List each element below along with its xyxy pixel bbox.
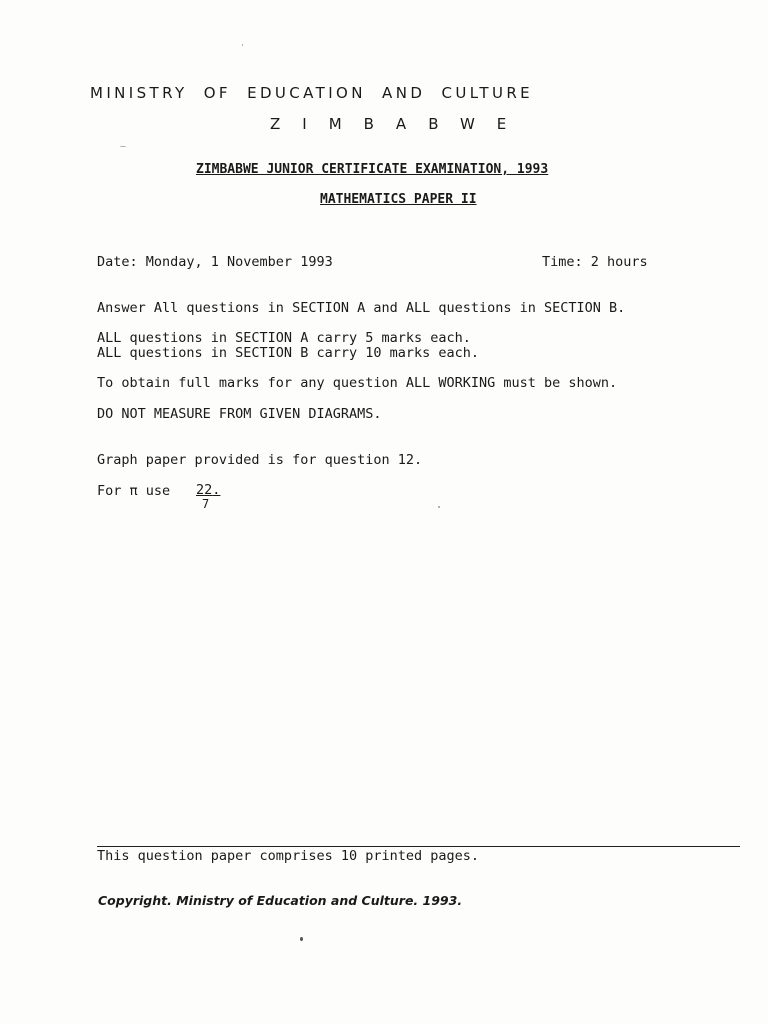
paper-title: MATHEMATICS PAPER II bbox=[320, 192, 477, 207]
exam-duration: Time: 2 hours bbox=[542, 254, 648, 270]
exam-date: Date: Monday, 1 November 1993 bbox=[97, 254, 333, 270]
page-count-note: This question paper comprises 10 printed pages. bbox=[97, 848, 480, 864]
scan-speck bbox=[300, 937, 303, 941]
ministry-heading: MINISTRY OF EDUCATION AND CULTURE bbox=[90, 84, 534, 102]
copyright-notice: Copyright. Ministry of Education and Culture. 1993. bbox=[98, 893, 463, 908]
instruction-no-measure: DO NOT MEASURE FROM GIVEN DIAGRAMS. bbox=[97, 406, 382, 422]
pi-numerator: 22. bbox=[196, 482, 221, 498]
instruction-section-b-marks: ALL questions in SECTION B carry 10 marks each. bbox=[97, 345, 480, 361]
country-heading: ZIMBABWE bbox=[270, 115, 529, 133]
exam-title: ZIMBABWE JUNIOR CERTIFICATE EXAMINATION, 1993 bbox=[196, 162, 549, 177]
scan-speck bbox=[438, 506, 440, 508]
footer-divider bbox=[97, 846, 740, 847]
pi-suffix: . bbox=[212, 482, 221, 498]
instruction-pi bbox=[97, 483, 170, 499]
pi-prefix: For π use bbox=[97, 483, 171, 499]
instruction-working: To obtain full marks for any question ALL WORKING must be shown. bbox=[97, 375, 618, 391]
instruction-answer-all: Answer All questions in SECTION A and ALL questions in SECTION B. bbox=[97, 300, 626, 316]
scan-speck bbox=[242, 44, 243, 46]
scan-speck bbox=[120, 146, 126, 147]
instruction-section-a-marks: ALL questions in SECTION A carry 5 marks each. bbox=[97, 330, 471, 346]
pi-denominator: 7 bbox=[202, 497, 210, 511]
instruction-graph-paper: Graph paper provided is for question 12. bbox=[97, 452, 423, 468]
pi-fraction bbox=[196, 483, 220, 511]
